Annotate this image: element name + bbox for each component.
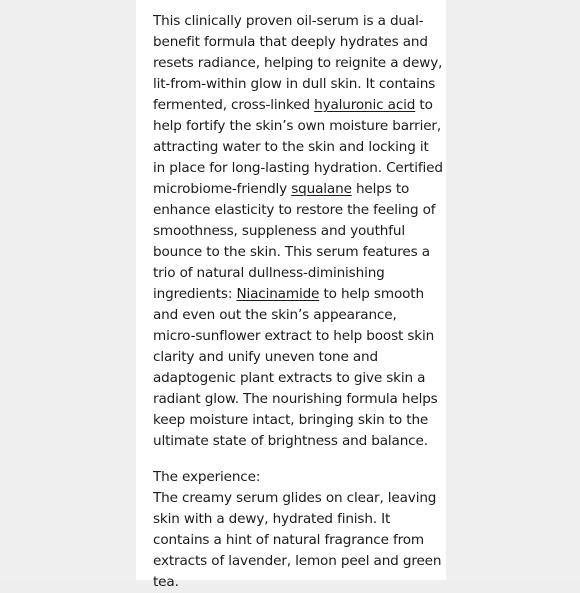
link-squalane[interactable]: squalane — [291, 181, 352, 197]
experience-text: The creamy serum glides on clear, leaving skin with a dewy, hydrated finish. It contains a hint of natural fragrance from extracts of lavender, lemon peel and green tea. — [153, 490, 442, 590]
description-text: to help fortify the skin’s own moisture barrier, attracting water to the skin and locking it in place for long-lasting hydration. Certified microbiome-friendly — [153, 97, 443, 197]
experience-heading: The experience: — [153, 469, 261, 485]
description-text: This clinically proven oil-serum is a dual-benefit formula that deeply hydrates and resets radiance, helping to reignite a dewy, lit-from-within glow in dull skin. It contains fermented, cross-linked — [153, 13, 443, 113]
description-panel — [136, 0, 446, 590]
description-paragraph — [153, 11, 443, 452]
description-text: helps to enhance elasticity to restore the feeling of smoothness, suppleness and youthful bounce to the skin. This serum features a trio of natural dullness-diminishing ingredients: — [153, 181, 436, 302]
link-hyaluronic-acid[interactable]: hyaluronic acid — [314, 97, 416, 113]
description-text: to help smooth and even out the skin’s appearance, micro-sunflower extract to help boost skin clarity and unify uneven tone and adaptogenic plant extracts to give skin a radiant glow. The nourishing formula helps keep moisture intact, bringing skin to the ultimate state of brightness and balance. — [153, 286, 438, 449]
paragraph-spacer — [153, 452, 443, 467]
left-margin — [0, 0, 136, 580]
product-description — [153, 11, 443, 593]
link-niacinamide[interactable]: Niacinamide — [236, 286, 320, 302]
right-margin — [446, 0, 580, 580]
